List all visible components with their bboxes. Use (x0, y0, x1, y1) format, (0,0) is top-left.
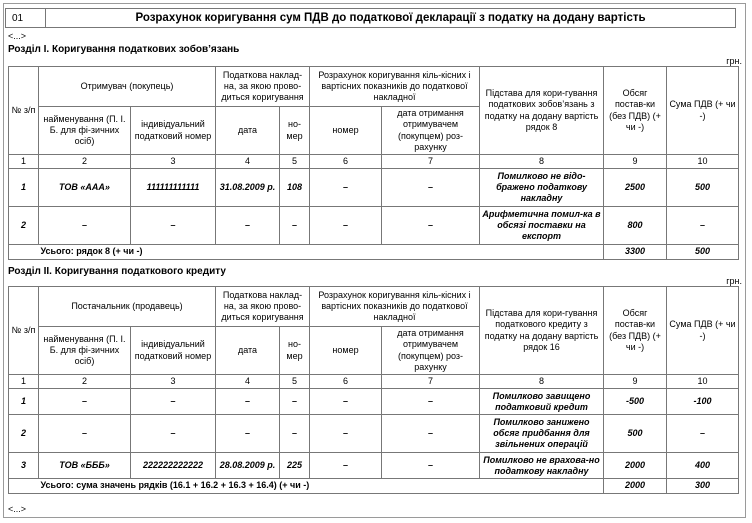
h-nomer: но-мер (280, 107, 310, 155)
row-volume: -500 (604, 389, 667, 415)
row-ipn: – (131, 207, 216, 245)
colnum: 7 (382, 375, 480, 389)
h-date: дата (216, 107, 280, 155)
h-num: № з/п (9, 67, 39, 155)
row-ipn: 111111111111 (131, 169, 216, 207)
row-basis: Помилково не відо-бражено податкову накладну (480, 169, 604, 207)
table-row (9, 169, 739, 207)
total-label: Усього: сума значень рядків (16.1 + 16.2 + 16.3 + 16.4) (+ чи -) (39, 479, 604, 493)
colnum: 5 (280, 375, 310, 389)
row-calc-date: – (382, 207, 480, 245)
h-calc: Розрахунок коригування кіль-кісних і вартісних показників до податкової накладної (310, 67, 480, 107)
colnum: 10 (667, 375, 739, 389)
row-name: – (39, 415, 131, 453)
row-volume: 2500 (604, 169, 667, 207)
h-name: найменування (П. І. Б. для фі-зичних осіб) (39, 107, 131, 155)
h-ipn: індивідуальний податковий номер (131, 327, 216, 375)
row-invoice-num: – (280, 389, 310, 415)
row-ipn: 222222222222 (131, 453, 216, 479)
colnum: 7 (382, 155, 480, 169)
h-volume: Обсяг постав-ки (без ПДВ) (+ чи -) (604, 287, 667, 375)
row-date: – (216, 207, 280, 245)
row-calc-date: – (382, 389, 480, 415)
row-calc-num: – (310, 389, 382, 415)
row-volume: 800 (604, 207, 667, 245)
colnum: 10 (667, 155, 739, 169)
row-basis: Помилково занижено обсяг придбання для звільнених операцій (480, 415, 604, 453)
row-basis: Помилково не врахова-но податкову накладну (480, 453, 604, 479)
row-num: 3 (9, 453, 39, 479)
colnum: 3 (131, 155, 216, 169)
unit-label-1: грн. (726, 56, 742, 66)
row-vat: 400 (667, 453, 739, 479)
h-calc-num: номер (310, 107, 382, 155)
form-title-bar (5, 8, 736, 28)
colnum: 8 (480, 155, 604, 169)
colnum: 1 (9, 375, 39, 389)
colnum: 4 (216, 375, 280, 389)
row-calc-num: – (310, 169, 382, 207)
row-invoice-num: – (280, 207, 310, 245)
row-invoice-num: 225 (280, 453, 310, 479)
h-basis: Підстава для кори-гування податкового кредиту з податку на додану вартість рядок 16 (480, 287, 604, 375)
row-date: – (216, 389, 280, 415)
row-calc-date: – (382, 415, 480, 453)
total-row (9, 245, 739, 259)
row-vat: -100 (667, 389, 739, 415)
h-vat: Сума ПДВ (+ чи -) (667, 287, 739, 375)
row-num: 2 (9, 415, 39, 453)
section2-title: Розділ II. Коригування податкового кредиту (8, 266, 226, 277)
h-calc-date: дата отримання отримувачем (покупцем) роз-рахунку (382, 327, 480, 375)
total-volume: 3300 (604, 245, 667, 259)
unit-label-2: грн. (726, 276, 742, 286)
colnum: 9 (604, 155, 667, 169)
colnum: 2 (39, 155, 131, 169)
total-vat: 300 (667, 479, 739, 493)
table-row (9, 453, 739, 479)
table-row (9, 207, 739, 245)
row-date: 31.08.2009 р. (216, 169, 280, 207)
row-calc-date: – (382, 169, 480, 207)
section1-table (8, 66, 739, 260)
h-ipn: індивідуальний податковий номер (131, 107, 216, 155)
row-volume: 2000 (604, 453, 667, 479)
row-ipn: – (131, 415, 216, 453)
row-num: 1 (9, 169, 39, 207)
h-calc: Розрахунок коригування кіль-кісних і вартісних показників до податкової накладної (310, 287, 480, 327)
colnum: 6 (310, 155, 382, 169)
form-number: 01 (6, 9, 46, 27)
h-volume: Обсяг постав-ки (без ПДВ) (+ чи -) (604, 67, 667, 155)
h-nomer: но-мер (280, 327, 310, 375)
row-num: 2 (9, 207, 39, 245)
row-calc-num: – (310, 415, 382, 453)
total-row (9, 479, 739, 493)
colnum: 4 (216, 155, 280, 169)
h-basis: Підстава для кори-гування податкових зобов’язань з податку на додану вартість рядок 8 (480, 67, 604, 155)
h-name: найменування (П. І. Б. для фі-зичних осіб) (39, 327, 131, 375)
colnum: 5 (280, 155, 310, 169)
total-label: Усього: рядок 8 (+ чи -) (39, 245, 604, 259)
total-volume: 2000 (604, 479, 667, 493)
h-invoice: Податкова наклад-на, за якою прово-диться коригування (216, 287, 310, 327)
ellipsis-top: <...> (8, 31, 27, 41)
colnum: 3 (131, 375, 216, 389)
colnum: 2 (39, 375, 131, 389)
row-calc-date: – (382, 453, 480, 479)
h-invoice: Податкова наклад-на, за якою прово-диться коригування (216, 67, 310, 107)
row-volume: 500 (604, 415, 667, 453)
row-date: 28.08.2009 р. (216, 453, 280, 479)
h-vat: Сума ПДВ (+ чи -) (667, 67, 739, 155)
row-calc-num: – (310, 453, 382, 479)
row-basis: Помилково завищено податковий кредит (480, 389, 604, 415)
total-vat: 500 (667, 245, 739, 259)
h-num: № з/п (9, 287, 39, 375)
row-invoice-num: – (280, 415, 310, 453)
colnum: 9 (604, 375, 667, 389)
table-row (9, 415, 739, 453)
row-name: – (39, 207, 131, 245)
row-vat: – (667, 207, 739, 245)
row-name: ТОВ «ААА» (39, 169, 131, 207)
h-party: Отримувач (покупець) (39, 67, 216, 107)
row-calc-num: – (310, 207, 382, 245)
h-calc-date: дата отримання отримувачем (покупцем) роз-рахунку (382, 107, 480, 155)
table-row (9, 389, 739, 415)
row-vat: 500 (667, 169, 739, 207)
colnum: 1 (9, 155, 39, 169)
row-basis: Арифметична помил-ка в обсязі поставки на експорт (480, 207, 604, 245)
row-num: 1 (9, 389, 39, 415)
colnum: 8 (480, 375, 604, 389)
h-party: Постачальник (продавець) (39, 287, 216, 327)
row-vat: – (667, 415, 739, 453)
h-date: дата (216, 327, 280, 375)
row-name: – (39, 389, 131, 415)
colnum: 6 (310, 375, 382, 389)
row-ipn: – (131, 389, 216, 415)
section2-table (8, 286, 739, 494)
row-invoice-num: 108 (280, 169, 310, 207)
h-calc-num: номер (310, 327, 382, 375)
row-date: – (216, 415, 280, 453)
form-title: Розрахунок коригування сум ПДВ до податкової декларації з податку на додану вартість (135, 12, 646, 24)
row-name: ТОВ «БББ» (39, 453, 131, 479)
section1-title: Розділ I. Коригування податкових зобов’язань (8, 44, 240, 55)
ellipsis-bottom: <...> (8, 504, 27, 514)
